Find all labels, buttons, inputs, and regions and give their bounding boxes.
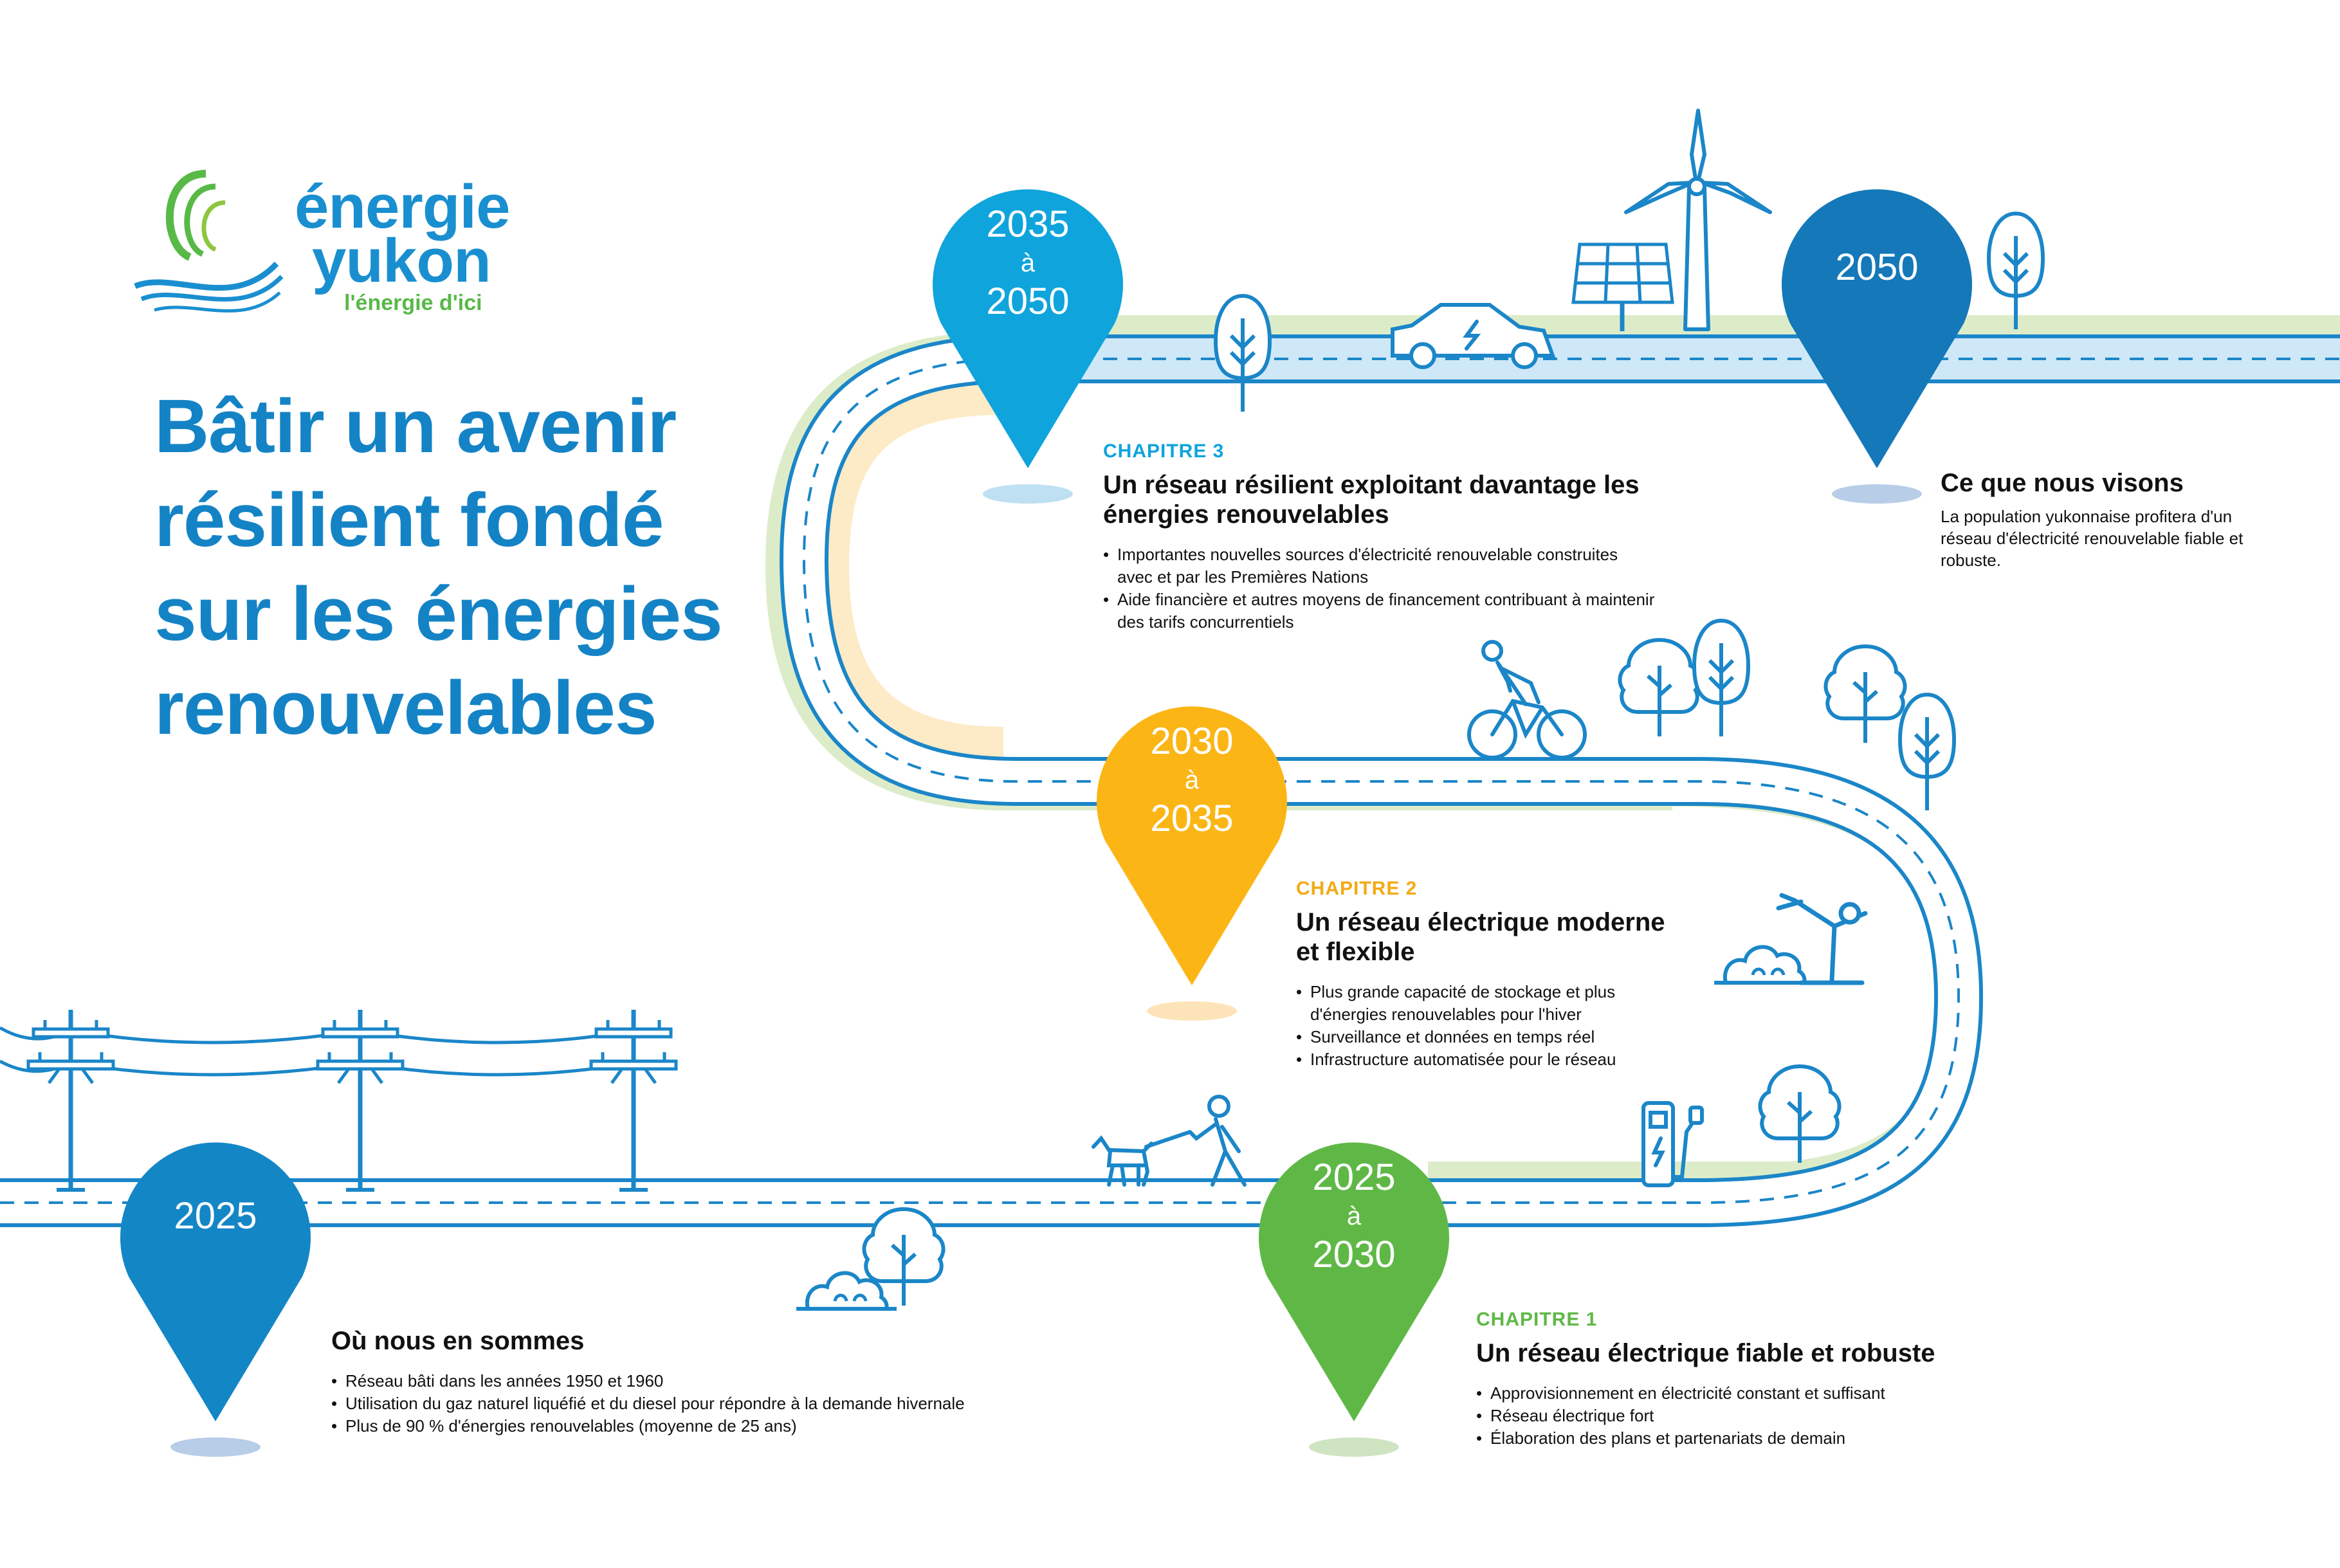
pin-shadow — [1832, 484, 1922, 504]
power-pole-icon — [28, 1010, 113, 1190]
pin-year-to: 2050 — [986, 280, 1070, 322]
power-pole-icon — [591, 1010, 676, 1190]
milestone-heading: Un réseau électrique moderne et flexible — [1296, 908, 1665, 966]
bullet-item: • Réseau électrique fort — [1476, 1405, 2055, 1427]
milestone-heading: Ce que nous visons — [1941, 469, 2184, 497]
tree-icon — [1825, 646, 1905, 743]
milestone-bullets — [1296, 981, 1695, 1071]
pin-year-to: 2035 — [1150, 798, 1234, 839]
milestone-2025-text — [331, 1326, 1071, 1437]
milestone-2050-text — [1941, 468, 2275, 571]
bullet-item: • Plus grande capacité de stockage et plus d'énergies renouvelables pour l'hiver — [1296, 981, 1695, 1026]
map-pin-2025[interactable] — [120, 1142, 311, 1457]
milestone-heading: Un réseau électrique fiable et robuste — [1476, 1339, 1935, 1367]
map-pin-2050[interactable] — [1782, 189, 1972, 504]
bullet-item: • Infrastructure automatisée pour le réseau — [1296, 1048, 1695, 1071]
tree-icon — [1216, 296, 1270, 412]
bullet-item: • Approvisionnement en électricité constant et suffisant — [1476, 1382, 2055, 1405]
bullet-item: • Aide financière et autres moyens de financement contribuant à maintenir des tarifs concurrentiels — [1103, 588, 1656, 634]
pin-shadow — [983, 484, 1073, 504]
pin-year-from: 2025 — [174, 1195, 257, 1237]
pin-shadow — [170, 1437, 261, 1457]
pin-label-2025-2030 — [1270, 1158, 1438, 1275]
pin-joiner: à — [1184, 766, 1200, 794]
pin-joiner: à — [1346, 1202, 1362, 1230]
map-pin-icon — [1782, 189, 1972, 468]
bullet-item: • Réseau bâti dans les années 1950 et 1960 — [331, 1370, 1071, 1392]
map-pin-icon — [120, 1142, 311, 1421]
logo-wave-icon — [129, 167, 283, 322]
tree-icon — [1694, 621, 1748, 736]
milestone-chapter3-text — [1103, 441, 1656, 634]
milestone-heading: Un réseau résilient exploitant davantage les énergies renouvelables — [1103, 471, 1640, 529]
brand-tagline: l'énergie d'ici — [344, 291, 482, 315]
pin-shadow — [1309, 1437, 1399, 1457]
bullet-item: • Importantes nouvelles sources d'électricité renouvelable construites avec et par les Premières Nations — [1103, 543, 1656, 588]
milestone-bullets — [1476, 1382, 2055, 1450]
pin-year-from: 2050 — [1835, 246, 1919, 288]
power-pole-icon — [318, 1010, 403, 1190]
page-title: Bâtir un avenir résilient fondé sur les énergies renouvelables — [154, 384, 722, 751]
brand-logo[interactable] — [129, 167, 515, 328]
brand-line2: yukon — [312, 226, 491, 295]
pin-label-2050 — [1793, 248, 1961, 287]
tree-icon — [1620, 640, 1699, 736]
bullet-item: • Plus de 90 % d'énergies renouvelables (moyenne de 25 ans) — [331, 1415, 1071, 1437]
tree-icon — [1989, 214, 2043, 329]
milestone-bullets — [1103, 543, 1656, 634]
pin-year-from: 2030 — [1150, 720, 1234, 762]
chapter-label: CHAPITRE 1 — [1476, 1309, 1598, 1330]
bullet-item: • Utilisation du gaz naturel liquéfié et du diesel pour répondre à la demande hivernale — [331, 1392, 1071, 1415]
bullet-item: • Élaboration des plans et partenariats de demain — [1476, 1427, 2055, 1450]
pin-label-2035-2050 — [944, 205, 1111, 322]
tree-icon — [1760, 1066, 1839, 1163]
dog-walker-icon — [1093, 1097, 1245, 1185]
milestone-heading: Où nous en sommes — [331, 1327, 585, 1355]
chapter-label: CHAPITRE 3 — [1103, 441, 1225, 462]
brand-line1: énergie — [295, 172, 510, 241]
milestone-bullets — [331, 1370, 1071, 1437]
milestone-description: La population yukonnaise profitera d'un réseau d'électricité renouvelable fiable et robuste. — [1941, 507, 2244, 570]
pin-shadow — [1147, 1001, 1237, 1021]
milestone-chapter1-text — [1476, 1309, 2055, 1450]
pin-label-2025 — [132, 1196, 299, 1236]
pin-label-2030-2035 — [1108, 722, 1275, 839]
shrub-icon — [1714, 947, 1814, 983]
bullet-item: • Surveillance et données en temps réel — [1296, 1026, 1695, 1048]
cyclist-icon — [1469, 642, 1585, 758]
milestone-chapter2-text — [1296, 878, 1695, 1071]
pin-year-from: 2035 — [986, 203, 1070, 245]
pin-joiner: à — [1020, 249, 1036, 277]
pin-year-from: 2025 — [1312, 1156, 1396, 1198]
pin-year-to: 2030 — [1312, 1234, 1396, 1275]
tree-icon — [1900, 695, 1954, 810]
chapter-label: CHAPITRE 2 — [1296, 878, 1418, 899]
